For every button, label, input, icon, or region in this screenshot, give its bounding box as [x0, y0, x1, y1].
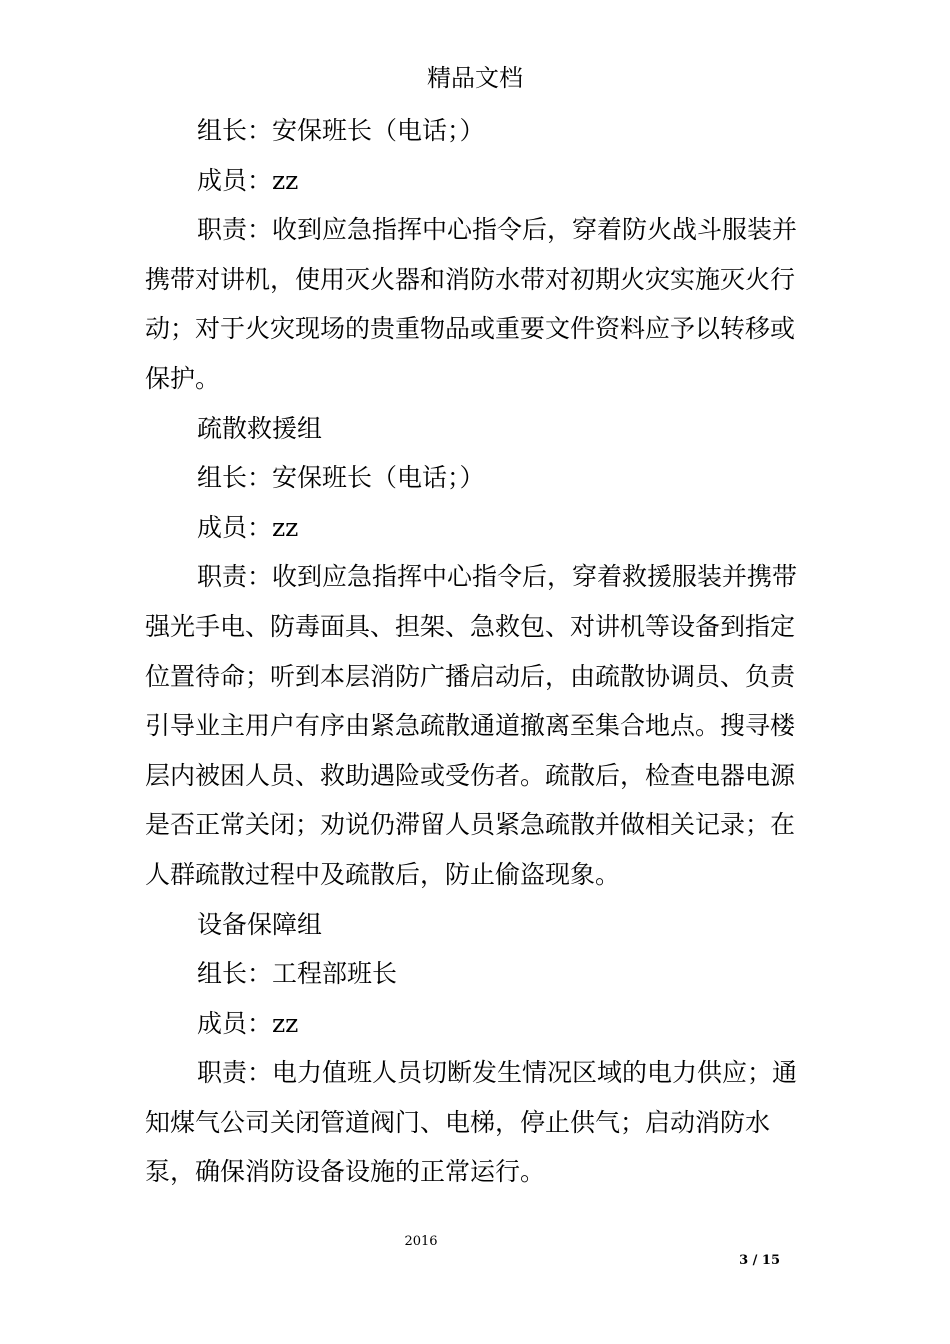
paragraph-leader: 组长：安保班长（电话；） [197, 463, 485, 493]
paragraph-leader: 组长：工程部班长 [197, 959, 398, 989]
document-body [145, 106, 810, 1197]
page-header-title: 精品文档 [427, 64, 523, 92]
page-number: 3 / 15 [739, 1253, 780, 1268]
paragraph-members: 成员：zz [197, 512, 299, 542]
paragraph-duties: 职责：收到应急指挥中心指令后，穿着防火战斗服装并携带对讲机，使用灭火器和消防水带对初期火灾实施灭火行动；对于火灾现场的贵重物品或重要文件资料应予以转移或保护。 [145, 215, 798, 393]
paragraph-duties: 职责：收到应急指挥中心指令后，穿着救援服装并携带强光手电、防毒面具、担架、急救包、对讲机等设备到指定位置待命；听到本层消防广播启动后，由疏散协调员、负责引导业主用户有序由紧急疏散通道撤离至集合地点。搜寻楼层内被困人员、救助遇险或受伤者。疏散后，检查电器电源是否正常关闭；劝说仍滞留人员紧急疏散并做相关记录；在人群疏散过程中及疏散后，防止偷盗现象。 [145, 562, 798, 889]
paragraph-members: 成员：zz [197, 1008, 299, 1038]
paragraph-members: 成员：zz [197, 165, 299, 195]
footer-year: 2016 [404, 1234, 438, 1249]
section-heading-evacuation: 疏散救援组 [197, 413, 323, 443]
section-heading-equipment: 设备保障组 [197, 909, 323, 939]
paragraph-leader: 组长：安保班长（电话；） [197, 116, 485, 145]
paragraph-duties: 职责：电力值班人员切断发生情况区域的电力供应；通知煤气公司关闭管道阀门、电梯，停止供气；启动消防水泵，确保消防设备设施的正常运行。 [145, 1058, 798, 1187]
